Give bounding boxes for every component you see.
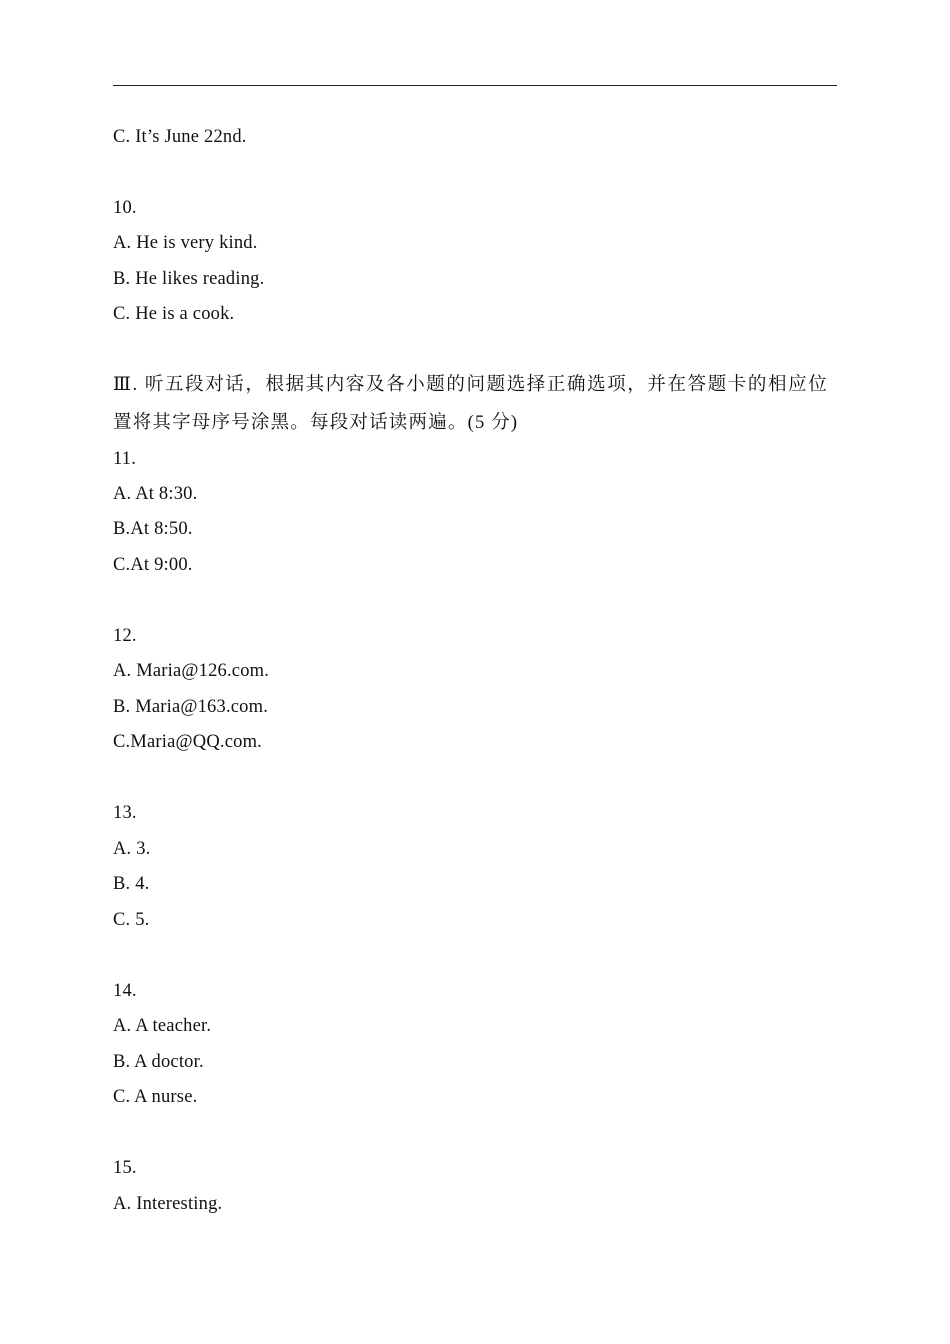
q10-option-c: C. He is a cook.	[113, 304, 235, 324]
section3-instruction-line1: Ⅲ. 听五段对话，根据其内容及各小题的问题选择正确选项，并在答题卡的相应位	[113, 375, 829, 395]
q14-option-a: A. A teacher.	[113, 1016, 212, 1036]
q13-option-c: C. 5.	[113, 910, 150, 930]
q10-option-a: A. He is very kind.	[113, 233, 258, 253]
section3-instruction-line2: 置将其字母序号涂黑。每段对话读两遍。(5 分)	[113, 413, 519, 433]
q13-number: 13.	[113, 803, 137, 823]
q11-option-c: C.At 9:00.	[113, 555, 193, 575]
header-rule	[113, 85, 837, 86]
q13-option-a: A. 3.	[113, 839, 151, 859]
q13-option-b: B. 4.	[113, 874, 150, 894]
q12-option-c: C.Maria@QQ.com.	[113, 732, 262, 752]
q11-option-a: A. At 8:30.	[113, 484, 198, 504]
q14-number: 14.	[113, 981, 137, 1001]
q14-option-c: C. A nurse.	[113, 1087, 198, 1107]
q15-number: 15.	[113, 1158, 137, 1178]
q10-number: 10.	[113, 198, 137, 218]
q10-option-b: B. He likes reading.	[113, 269, 265, 289]
q12-number: 12.	[113, 626, 137, 646]
q11-option-b: B.At 8:50.	[113, 519, 193, 539]
q11-number: 11.	[113, 449, 137, 469]
q14-option-b: B. A doctor.	[113, 1052, 204, 1072]
q12-option-a: A. Maria@126.com.	[113, 661, 270, 681]
q15-option-a: A. Interesting.	[113, 1194, 223, 1214]
q9-option-c: C. It’s June 22nd.	[113, 127, 247, 147]
q12-option-b: B. Maria@163.com.	[113, 697, 269, 717]
